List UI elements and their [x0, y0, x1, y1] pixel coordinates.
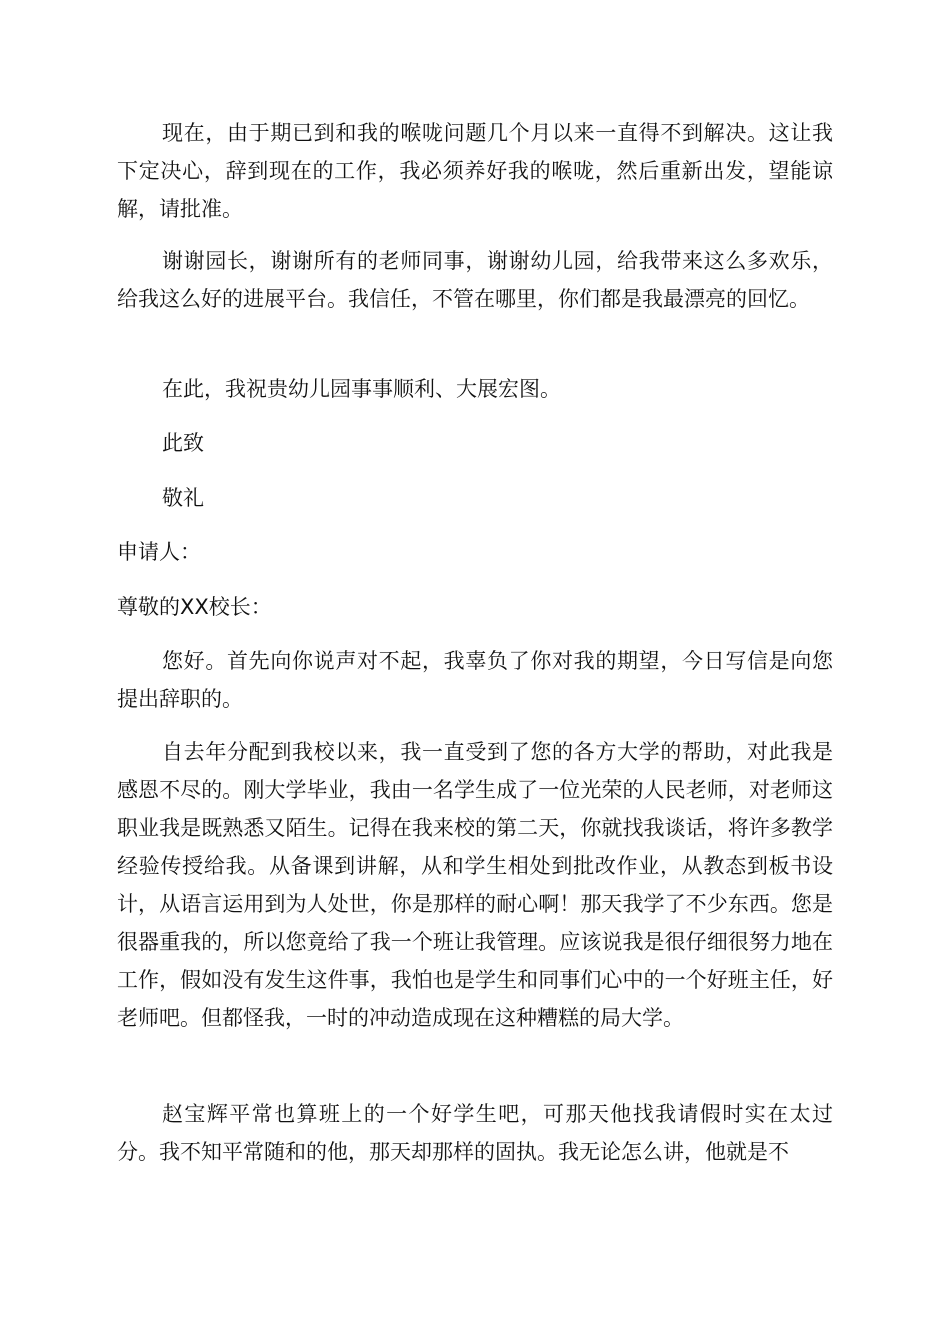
- salutation-principal: 尊敬的XX校长：: [117, 595, 272, 619]
- paragraph-blessing: 在此，我祝贵幼儿园事事顺利、大展宏图。: [162, 377, 561, 401]
- closing-jingli: 敬礼: [162, 486, 204, 510]
- applicant-signature-label: 申请人：: [117, 540, 201, 564]
- paragraph-thanks-kindergarten: 谢谢园长，谢谢所有的老师同事，谢谢幼儿园，给我带来这么多欢乐，给我这么好的进展平台。我信任，不管在哪里，你们都是我最漂亮的回忆。: [117, 249, 833, 311]
- paragraph-apology-resignation: 您好。首先向你说声对不起，我辜负了你对我的期望，今日写信是向您提出辞职的。: [117, 649, 833, 711]
- closing-cizhi: 此致: [162, 431, 204, 455]
- paragraph-student-incident: 赵宝辉平常也算班上的一个好学生吧，可那天他找我请假时实在太过分。我不知平常随和的他，那天却那样的固执。我无论怎么讲，他就是不: [117, 1102, 833, 1164]
- paragraph-throat-resignation: 现在，由于期已到和我的喉咙问题几个月以来一直得不到解决。这让我下定决心，辞到现在的工作，我必须养好我的喉咙，然后重新出发，望能谅解，请批准。: [117, 121, 833, 221]
- paragraph-career-history: 自去年分配到我校以来，我一直受到了您的各方大学的帮助，对此我是感恩不尽的。刚大学毕业，我由一名学生成了一位光荣的人民老师，对老师这职业我是既熟悉又陌生。记得在我来校的第二天，你就找我谈话，将许多教学经验传授给我。从备课到讲解，从和学生相处到批改作业，从教态到板书设计，从语言运用到为人处世，你是那样的耐心啊！那天我学了不少东西。您是很器重我的，所以您竟给了我一个班让我管理。应该说我是很仔细很努力地在工作，假如没有发生这件事，我怕也是学生和同事们心中的一个好班主任，好老师吧。但都怪我，一时的冲动造成现在这种糟糕的局大学。: [117, 740, 833, 1030]
